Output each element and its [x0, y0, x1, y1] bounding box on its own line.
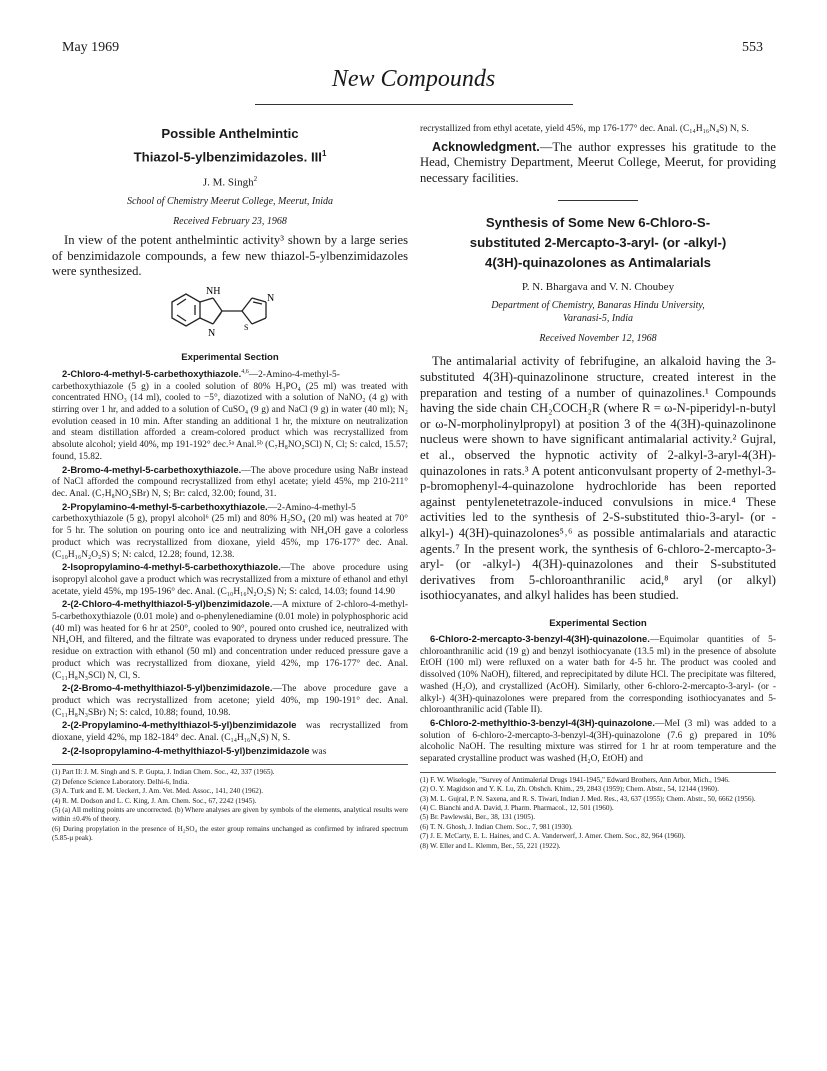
article1-footnotes [52, 768, 408, 843]
footnote: (1) F. W. Wiselogle, "Survey of Antimalerial Drugs 1941-1945," Edward Brothers, Ann Arbor, Mich., 1946. [420, 775, 730, 784]
compound-name: 2-Bromo-4-methyl-5-carbethoxythiazole. [62, 463, 242, 475]
footnote: (5) Br. Pawlewski, Ber., 38, 131 (1905). [420, 813, 535, 822]
compound-name: 2-(2-Propylamino-4-methylthiazol-5-yl)benzimidazole [62, 719, 297, 731]
reference-mark: 4,6 [241, 368, 249, 375]
article1-paragraphs [52, 367, 408, 759]
footnote-rule [52, 764, 408, 765]
experimental-paragraph [52, 367, 408, 464]
article2-received: Received November 12, 1968 [539, 333, 657, 345]
experimental-paragraph [52, 719, 408, 744]
procedure-text: was [309, 746, 327, 757]
footnote-rule [420, 772, 776, 773]
footnote: (3) A. Turk and E. M. Ueckert, J. Am. Vet. Med. Assoc., 141, 240 (1962). [52, 787, 264, 796]
article1-received: Received February 23, 1968 [173, 216, 287, 228]
compound-name: 2-Isopropylamino-4-methyl-5-carbethoxythiazole. [62, 561, 281, 573]
compound-name: 2-(2-Chloro-4-methylthiazol-5-yl)benzimidazole. [62, 598, 273, 610]
procedure-text: —MeI (3 ml) was added to a solution of 6-chloro-2-mercapto-3-benzyl-4(3H)-quinazolone (7.6 g) prepared in 10% alcoholic NaOH. The resulting mixture was stirred for 1 hr at room temperature and the separated crystalline product was washed (H₂O, EtOH) and [420, 718, 776, 765]
left-column [52, 124, 408, 844]
procedure-text: was recrystallized from dioxane, yield 42%, mp 182-184° dec. Anal. (C₁₄H₁₆N₄S) N, S. [52, 721, 408, 744]
experimental-paragraph [52, 501, 408, 562]
footnote: (2) Defence Science Laboratory. Delhi-6, India. [52, 777, 190, 786]
article1-continuation: recrystallized from ethyl acetate, yield 45%, mp 176-177° dec. Anal. (C₁₄H₁₆N₄S) N, S. [420, 124, 749, 134]
procedure-text: —Equimolar quantities of 5-chloroanthranilic acid (19 g) and benzyl isothiocyanate (13.5 ml) in the presence of absolute EtOH (100 ml) were refluxed on a water bath for 4-5 hr. The product was cooled and dissolved (10% NaOH), filtered, and reprecipitated by dilute HCl. The precipitate was filtered, washed (H₂O), and crystallized (AcOH). Similarly, other 6-chloro-2-mercapto-3-aryl- (or -alkyl-) 4(3H)-quinazolones were prepared from the corresponding isothiocyanates and 5-chloroanthranilic acid (Table II). [420, 634, 776, 716]
running-header-date: May 1969 [62, 40, 120, 55]
procedure-text: —2-Amino-4-methyl-5-carbethoxythiazole (5 g) in a cooled solution of 80% H₃PO₄ (25 ml) was treated with concentrated HNO₃ (14 ml), cooled to −5°, diazotized with a solution of NaNO₂ (4 g) with stirring over 1 hr, and added to a solution of CuSO₄ (9 g) and NaCl (9 g) in water (40 ml); N₂ evolution ceased in 10 min. After standing an additional 1 hr, the mixture on neutralization and steam distillation afforded a cream-colored product which was recrystallized from absolute alcohol; yield 40%, mp 191-192° dec.⁵ᵃ Anal.⁵ᵇ (C₇H₈NO₂SCl) N, Cl; S: calcd, 15.57; found, 15.82. [52, 369, 408, 462]
thiazolylbenzimidazole-structure [150, 284, 310, 346]
footnote: (5) (a) All melting points are uncorrected. (b) Where analyses are given by symbols of the elements, analytical results were within ±0.4% of theory. [52, 806, 408, 824]
structure-label-n1: N [208, 327, 216, 339]
header-rule [255, 104, 573, 105]
article2-footnotes [420, 776, 776, 851]
structure-label-nh: NH [206, 285, 221, 297]
footnote: (7) J. E. McCarty, E. L. Haines, and C. A. Vanderwerf, J. Amer. Chem. Soc., 82, 964 (1960). [420, 832, 686, 841]
experimental-paragraph [52, 682, 408, 719]
structure-diagram [52, 284, 408, 346]
procedure-text: —The above procedure using isopropyl alcohol gave a product which was recrystallized from a mixture of ethanol and ethyl acetate, yield 45%, mp 195-196° dec. Anal. (C₁₀H₁₆N₂O₂S) N; S: calcd, 14.03; found 14.90 [52, 563, 408, 597]
experimental-paragraph [420, 633, 776, 717]
experimental-paragraph [52, 561, 408, 598]
footnote: (3) M. L. Gujral, P. N. Saxena, and R. S. Tiwari, Indian J. Med. Res., 43, 637 (1955); Chem. Abstr., 50, 6662 (1956). [420, 794, 756, 803]
compound-name: 2-(2-Bromo-4-methylthiazol-5-yl)benzimidazole. [62, 682, 273, 694]
footnote: (4) R. M. Dodson and L. C. King, J. Am. Chem. Soc., 67, 2242 (1945). [52, 796, 257, 805]
experimental-paragraph [420, 717, 776, 766]
article1-affiliation: School of Chemistry Meerut College, Meerut, Inida [126, 196, 334, 208]
experimental-paragraph [52, 598, 408, 682]
article2-intro: The antimalarial activity of febrifugine, an alkaloid having the 3-substituted 4(3H)-quinazolinone structure, created interest in the preparation and testing of a number of quinazolines.¹ Compounds having the side chain CH₂COCH₂R (where R = ω-N-piperidyl-n-butyl or ω-N-morpholinylpropyl) at position 3 of the 4(3H)-quinazolinone nucleus were shown to have significant antimalarial activity.² Gujral, et al., observed the hypnotic activity of 2-alkyl-3-aryl-4(3H)-quinazolones in rats.³ A potent anticonvulsant property of 2-methyl-3-p-bromophenyl-4-quinazolone hydrochloride has been reported against pentylenetetrazole-induced convulsions in mice.⁴ These activities led to the synthesis of 2-S-substituted thio-3-aryl- (or -alkyl-) 4(3H)-quinazolones⁵˒⁶ as possible antimalarials and ataractic agents.⁷ In the present work, the synthesis of 6-chloro-2-mercapto-3-aryl- (or -alkyl-) 4(3H)-quinazolones and their S-substituted derivatives from 5-chloroanthranilic acid,⁸ aryl (or alkyl) isothiocyanates, and alkyl halides has been studied. [420, 354, 776, 603]
footnote: (6) During propylation in the presence of H₂SO₄ the ester group remains unchanged as confirmed by infrared spectrum (5.85-μ peak). [52, 824, 408, 843]
compound-name: 6-Chloro-2-mercapto-3-benzyl-4(3H)-quinazolone. [430, 632, 650, 644]
acknowledgment: Acknowledgment.—The author expresses his gratitude to the Head, Chemistry Department, Meerut College, Meerut, for providing necessary facilities. [420, 139, 776, 185]
article1-section-heading: Experimental Section [181, 351, 279, 363]
footnote: (1) Part II: J. M. Singh and S. P. Gupta, J. Indian Chem. Soc., 42, 337 (1965). [52, 768, 275, 777]
footnote: (4) C. Bianchi and A. David, J. Pharm. Pharmacol., 12, 501 (1960). [420, 803, 614, 812]
procedure-text: —The above procedure gave a product which was recrystallized from acetone; yield 40%, mp 190-191° dec. Anal. (C₁₁H₈N₃SBr) N; S: calcd, 10.88; found, 10.98. [52, 684, 408, 718]
procedure-text: —2-Amino-4-methyl-5 carbethoxythiazole (5 g), propyl alcohol⁶ (25 ml) and 80% H₂SO₄ (20 ml) was heated at 70° for 5 hr. The solution on pouring onto ice and neutralizing with NH₄OH gave a colorless product which was recrystallized from dioxane, yield 45%, mp 176-177° dec. Anal. (C₁₀H₁₆N₂O₂S) S; N: calcd, 12.28; found, 12.38. [52, 502, 408, 560]
footnote: (8) W. Eller and L. Klemm, Ber., 55, 221 (1922). [420, 841, 561, 850]
article1-intro: In view of the potent anthelmintic activity³ shown by a large series of benzimidazole compounds, a few new thiazol-5-ylbenzimidazoles were synthesized. [52, 233, 408, 279]
article2-authors: P. N. Bhargava and V. N. Choubey [521, 281, 675, 294]
structure-label-n2: N [267, 292, 275, 304]
procedure-text: —The above procedure using NaBr instead of NaCl afforded the compound recrystallized from ethyl acetate; yield 45%, mp 210-211° dec. Anal. (C₇H₈NO₂SBr) N, S; Br: calcd, 32.00; found, 31. [52, 465, 408, 499]
page-number: 553 [742, 40, 763, 55]
experimental-paragraph [52, 464, 408, 501]
compound-name: 2-Propylamino-4-methyl-5-carbethoxythiazole. [62, 500, 268, 512]
right-column [420, 124, 776, 851]
structure-label-s: S [244, 322, 249, 332]
footnote: (6) T. N. Ghosh, J. Indian Chem. Soc., 7, 981 (1930). [420, 822, 573, 831]
article1-title: Possible Anthelmintic Thiazol-5-ylbenzimidazoles. III$^1$ [133, 126, 327, 165]
procedure-text: —A mixture of 2-chloro-4-methyl-5-carbethoxythiazole (0.01 mole) and o-phenylenediamine (0.01 mole) in polyphosphoric acid (40 ml) was heated for 6 hr at 250°, cooled to 90°, poured onto crushed ice, neutralized with NH₄OH, and filtered, and the filtrate was evaporated to dryness under reduced pressure. The residue on extraction with ethanol (50 ml) and concentration under reduced pressure gave a product which was recrystallized from dioxane, yield 42%, mp 176-177° dec. Anal. (C₁₁H₈N₃SCl) N, Cl, S. [52, 600, 408, 681]
experimental-paragraph [52, 745, 408, 759]
journal-section-title: New Compounds [331, 66, 496, 92]
article-separator [558, 200, 638, 201]
article1-author: J. M. Singh$^2$ [202, 175, 258, 190]
article2-section-heading: Experimental Section [549, 617, 647, 629]
compound-name: 2-(2-Isopropylamino-4-methylthiazol-5-yl)benzimidazole [62, 744, 310, 756]
footnote: (2) O. Y. Magidson and Y. K. Lu, Zh. Obshch. Khim., 29, 2843 (1959); Chem. Abstr., 54, 12144 (1960). [420, 785, 719, 794]
article2-affiliation: Department of Chemistry, Banaras Hindu University, Varanasi-5, India [491, 300, 705, 325]
article2-title: Synthesis of Some New 6-Chloro-S- substituted 2-Mercapto-3-aryl- (or -alkyl-) 4(3H)-quinazolones as Antimalarials [469, 215, 727, 271]
article2-paragraphs [420, 633, 776, 766]
compound-name: 2-Chloro-4-methyl-5-carbethoxythiazole. [62, 367, 242, 379]
compound-name: 6-Chloro-2-methylthio-3-benzyl-4(3H)-quinazolone. [430, 716, 655, 728]
